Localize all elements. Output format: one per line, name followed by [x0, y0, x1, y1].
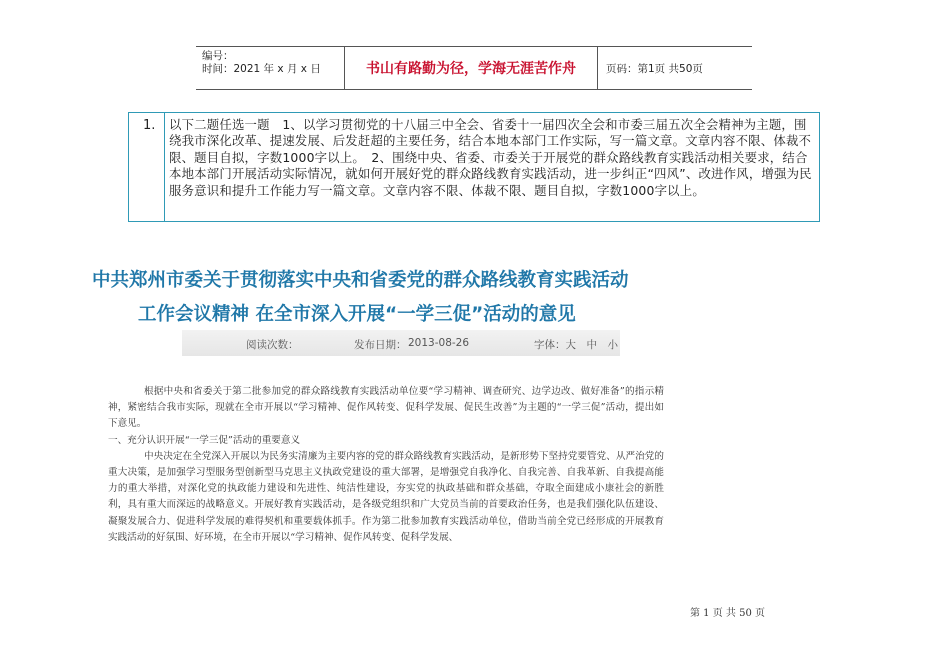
question-number: 1.: [129, 113, 165, 221]
article-title-line2: 工作会议精神 在全市深入开展“一学三促”活动的意见: [138, 304, 576, 325]
font-size-selector[interactable]: 字体：大 中 小: [534, 339, 618, 351]
publish-label: 发布日期：: [354, 339, 407, 351]
number-label: 编号：: [202, 50, 234, 62]
header-info: [196, 47, 344, 89]
paragraph: 根据中央和省委关于第二批参加党的群众路线教育实践活动单位要“学习精神、调查研究、边学边改、做好准备”的指示精神，紧密结合我市实际，现就在全市开展以“学习精神、促作风转变、促科学发展、促民生改善”为主题的“一学三促”活动，提出如下意见。: [108, 386, 664, 430]
header-table: [196, 46, 752, 90]
section-heading: 一、充分认识开展“一学三促”活动的重要意义: [108, 434, 301, 446]
article-title-line1: 中共郑州市委关于贯彻落实中央和省委党的群众路线教育实践活动: [92, 270, 629, 291]
motto: 书山有路勤为径，学海无涯苦作舟: [344, 47, 598, 89]
paragraph: 中央决定在全党深入开展以为民务实清廉为主要内容的党的群众路线教育实践活动，是新形势下坚持党要管党、从严治党的重大决策，是加强学习型服务型创新型马克思主义执政党建设的重大部署，是增强党自我净化、自我完善、自我革新、自我提高能力的重大举措，对深化党的执政能力建设和先进性、纯洁性建设，夯实党的执政基础和群众基础，夺取全面建成小康社会的新胜利，具有重大而深远的战略意义。开展好教育实践活动，是各级党组织和广大党员当前的首要政治任务，也是我们强化队伍建设、凝聚发展合力、促进科学发展的难得契机和重要载体抓手。作为第二批参加教育实践活动单位，借助当前全党已经形成的开展教育实践活动的好氛围、好环境，在全市开展以“学习精神、促作风转变、促科学发展、: [108, 450, 664, 543]
page-footer: 第 1 页 共 50 页: [690, 608, 765, 619]
question-text: 以下二题任选一题 1、以学习贯彻党的十八届三中全会、省委十一届四次全会和市委三届五次全会精神为主题，围绕我市深化改革、提速发展、后发赶超的主要任务，结合本地本部门工作实际，写一篇文章。文章内容不限、体裁不限、题目自拟，字数1000字以上。 2、围绕中央、省委、市委关于开展党的群众路线教育实践活动相关要求，结合本地本部门开展活动实际情况，就如何开展好党的群众路线教育实践活动，进一步纠正“四风”、改进作风，增强为民服务意识和提升工作能力写一篇文章。文章内容不限、体裁不限、题目自拟，字数1000字以上。: [169, 117, 812, 198]
read-count-label: 阅读次数：: [246, 339, 299, 351]
article-body: [108, 384, 664, 546]
publish-date: 2013-08-26: [408, 337, 470, 349]
question-box: [128, 112, 820, 222]
page-info: 页码：第1页 共50页: [606, 62, 703, 75]
time-label: 时间：2021 年 x 月 x 日: [202, 63, 321, 75]
article-meta-bar: [182, 330, 620, 356]
